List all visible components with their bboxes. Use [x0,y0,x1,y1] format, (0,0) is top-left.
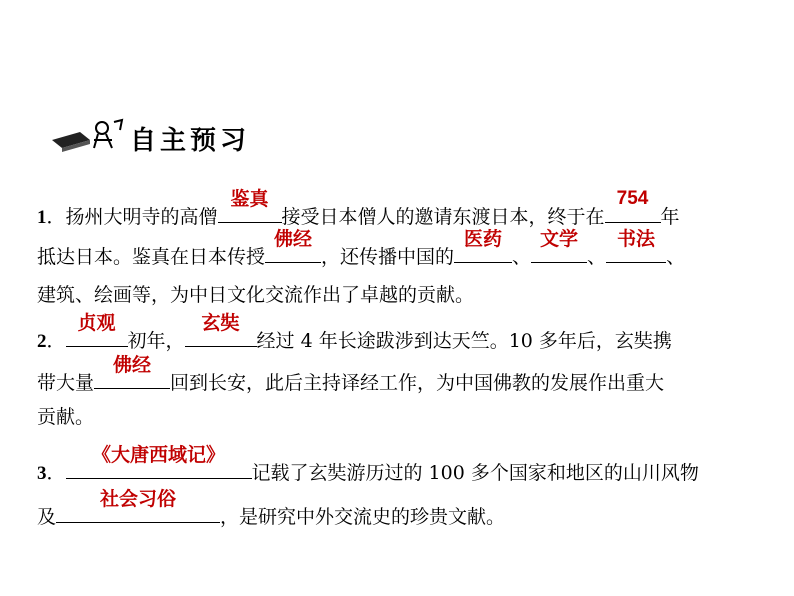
q2-line3 [37,404,94,430]
q1-blank-5[interactable] [531,228,587,263]
q3-blank-2[interactable] [56,488,220,523]
q3-blank-1[interactable] [66,444,252,479]
q2-text-1: ． [46,330,66,352]
q1-answer-3: 佛经 [274,228,313,250]
q1-text-4: 抵达日本。鉴真在日本传授 [37,246,266,268]
q1-answer-5: 文学 [540,228,579,250]
q1-text-3: 年 [660,206,680,228]
q2-text-6: 贡献。 [37,406,95,428]
q1-answer-6: 书法 [617,228,656,250]
q1-line3 [37,282,474,308]
section-header [50,118,250,158]
q2-blank-3[interactable] [94,354,170,389]
q1-blank-2[interactable] [605,188,661,223]
q1-line2 [37,228,686,270]
q3-text-4: ，是研究中外交流史的珍贵文献。 [220,506,506,528]
q1-text-6: 建筑、绘画等，为中日文化交流作出了卓越的贡献。 [37,284,475,306]
q3-text-1: ． [46,462,66,484]
q1-answer-4: 医药 [464,228,503,250]
q3-line2 [37,488,506,530]
q2-blank-1[interactable] [66,312,128,347]
q1-number: 1 [37,207,47,228]
q2-line2 [37,354,665,396]
q2-number: 2 [37,331,47,352]
q1-sep-2: 、 [587,246,607,268]
q1-blank-4[interactable] [454,228,512,263]
q3-answer-2: 社会习俗 [100,488,177,510]
book-pen-icon [50,118,130,158]
q1-blank-1[interactable] [218,188,282,223]
q1-sep-1: 、 [512,246,532,268]
q1-text-2: 接受日本僧人的邀请东渡日本，终于在 [281,206,605,228]
q2-blank-2[interactable] [185,312,257,347]
q1-sep-3: 、 [666,246,686,268]
q3-text-3: 及 [37,506,57,528]
q1-text-1: ．扬州大明寺的高僧 [46,206,218,228]
q3-number: 3 [37,463,47,484]
q3-line1 [37,444,699,487]
q2-line1 [37,312,672,355]
q2-text-2: 初年， [127,330,185,352]
q2-text-3: 经过 4 年长途跋涉到达天竺。10 多年后，玄奘携 [256,330,672,352]
q1-answer-2: 754 [616,188,649,209]
q1-blank-6[interactable] [606,228,666,263]
q2-text-5: 回到长安，此后主持译经工作，为中国佛教的发展作出重大 [170,372,665,394]
q2-answer-2: 玄奘 [201,312,240,334]
q1-answer-1: 鉴真 [230,188,269,210]
q1-text-5: ，还传播中国的 [321,246,455,268]
q3-text-2: 记载了玄奘游历过的 100 多个国家和地区的山川风物 [251,462,699,484]
q2-answer-1: 贞观 [77,312,116,334]
q3-answer-1: 《大唐西域记》 [92,444,226,466]
section-title: 自主预习 [130,126,251,156]
q1-blank-3[interactable] [265,228,321,263]
q2-answer-3: 佛经 [113,354,152,376]
q2-text-4: 带大量 [37,372,95,394]
